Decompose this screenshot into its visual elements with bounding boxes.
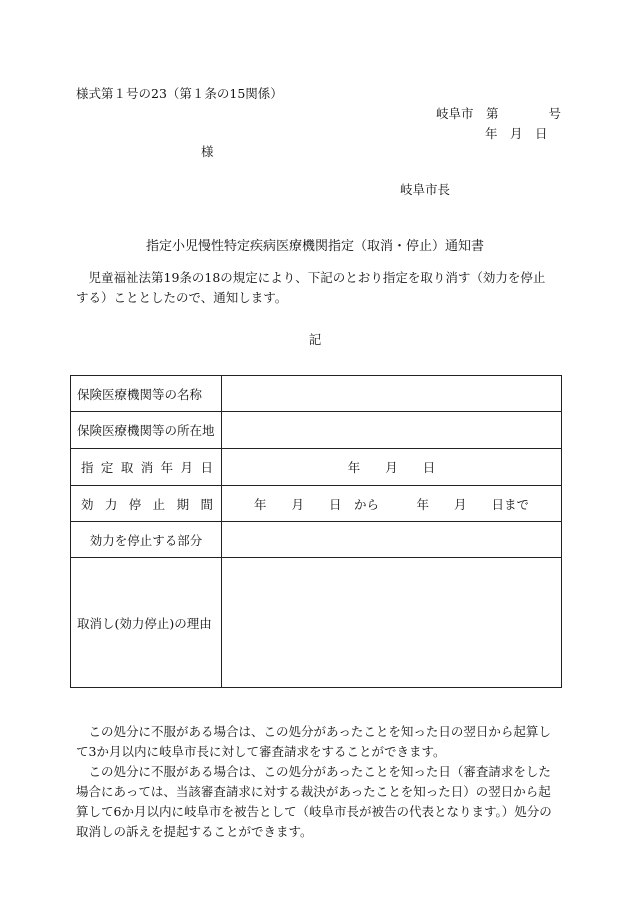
value-revocation-reason <box>222 558 562 688</box>
label-revocation-reason: 取消し(効力停止)の理由 <box>71 558 222 688</box>
label-institution-name: 保険医療機関等の名称 <box>71 376 222 412</box>
label-char: 効 <box>81 496 94 512</box>
label-suspended-part: 効力を停止する部分 <box>71 522 222 558</box>
label-revocation-date <box>71 449 222 486</box>
label-char: 日 <box>200 460 213 475</box>
label-char: 止 <box>152 496 166 512</box>
notice-paragraph: この処分に不服がある場合は、この処分があったことを知った日の翌日から起算して3か月以内に岐阜市長に対して審査請求をすることができます。 <box>76 724 551 759</box>
label-char: 停 <box>128 496 142 512</box>
label-char: 期 <box>176 496 190 512</box>
value-institution-address <box>222 412 562 449</box>
issuer-name: 岐阜市長 <box>400 182 451 197</box>
label-char: 年 <box>160 460 174 475</box>
body-text: 児童福祉法第19条の18の規定により、下記のとおり指定を取り消す（効力を停止する）こととしたので、通知します。 <box>76 270 546 305</box>
label-char: 消 <box>140 460 154 475</box>
notice-paragraph: この処分に不服がある場合は、この処分があったことを知った日（審査請求をした場合にあっては、当該審査請求に対する裁決があったことを知った日）の翌日から起算して6か月以内に岐阜市を被告として（岐阜市長が被告の代表となります。）処分の取消しの訴えを提起することができます。 <box>76 764 552 839</box>
ki-heading: 記 <box>308 332 322 347</box>
value-institution-name <box>222 376 562 412</box>
label-institution-address: 保険医療機関等の所在地 <box>71 412 222 449</box>
value-suspension-period: 年 月 日 から 年 月 日まで <box>222 486 562 522</box>
table-row <box>71 376 562 412</box>
recipient-suffix: 様 <box>201 144 214 159</box>
designation-table <box>70 375 562 688</box>
label-char: 定 <box>100 460 114 475</box>
table-row <box>71 486 562 522</box>
label-char: 力 <box>104 496 118 512</box>
label-char: 間 <box>200 496 213 512</box>
table-row <box>71 449 562 486</box>
label-suspension-period <box>71 486 222 522</box>
table-row <box>71 522 562 558</box>
label-char: 取 <box>120 460 134 475</box>
value-revocation-date: 年 月 日 <box>222 449 562 486</box>
value-suspended-part <box>222 522 562 558</box>
issue-date-line: 年 月 日 <box>485 126 548 141</box>
document-title: 指定小児慢性特定疾病医療機関指定（取消・停止）通知書 <box>145 239 484 254</box>
appeal-notice <box>76 722 556 842</box>
form-number: 様式第１号の23（第１条の15関係） <box>76 86 283 101</box>
table-row <box>71 558 562 688</box>
label-char: 指 <box>81 460 94 475</box>
issuer-number-line: 岐阜市 第 号 <box>436 106 562 121</box>
table-row <box>71 412 562 449</box>
label-char: 月 <box>180 460 194 475</box>
